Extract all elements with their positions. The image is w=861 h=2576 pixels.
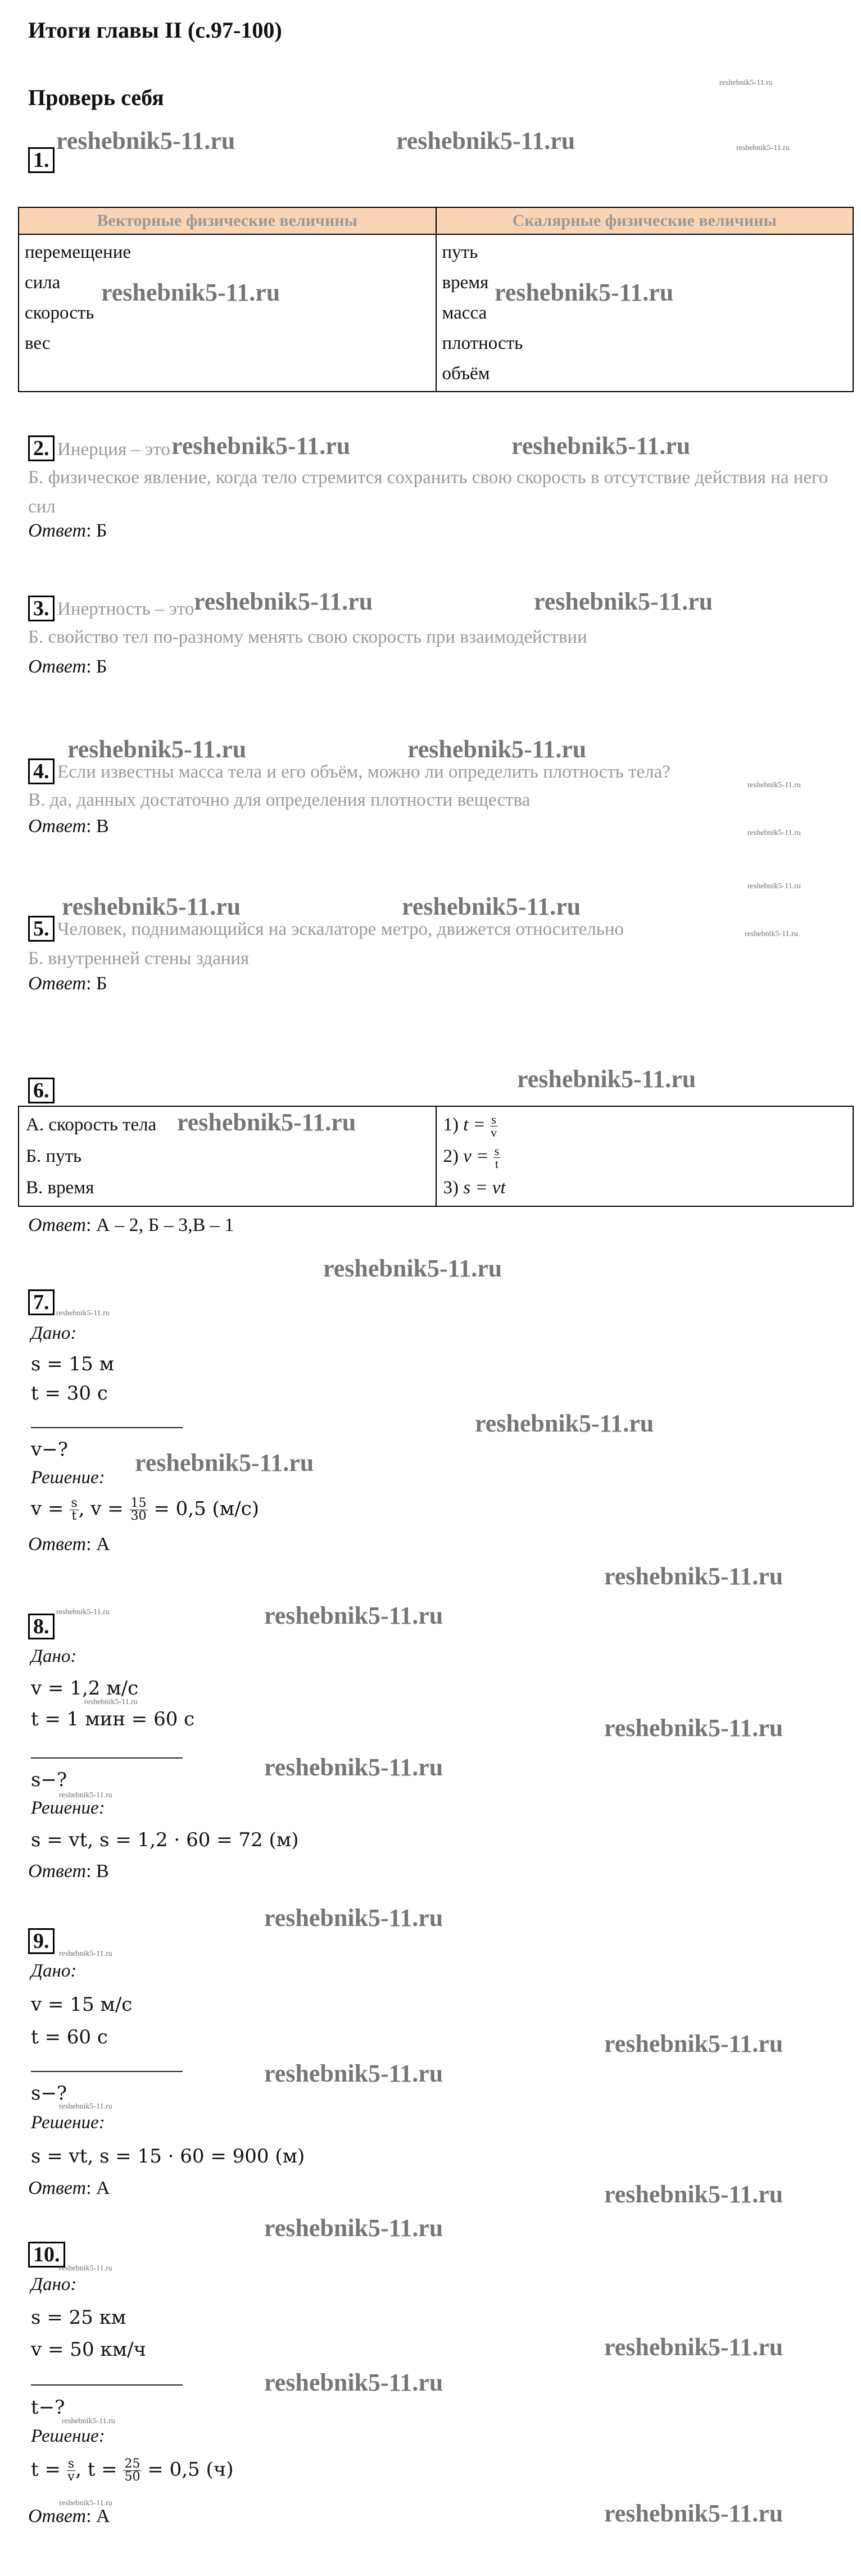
watermark: reshebnik5-11.ru [264, 1753, 443, 1781]
watermark: reshebnik5-11.ru [407, 735, 587, 763]
q2-question: Инерция – это [57, 439, 170, 460]
q4-option: В. да, данных достаточно для определения плотности вещества [28, 790, 531, 810]
q6-formula-1: 1) t = $\frac{s}{v}$ [443, 1112, 497, 1139]
watermark: reshebnik5-11.ru [495, 279, 674, 306]
section-title: Проверь себя [28, 85, 164, 110]
q1-scalar-item: объём [442, 364, 490, 384]
q2-option: Б. физическое явление, когда тело стремится сохранить свою скорость в отсутствие действия на него [28, 467, 828, 488]
question-number-1: 1. [28, 147, 55, 173]
watermark: reshebnik5-11.ru [396, 127, 575, 155]
watermark-small: reshebnik5-11.ru [62, 2417, 115, 2425]
watermark: reshebnik5-11.ru [56, 127, 235, 155]
q9-given-1: v = 15 м/с [31, 1993, 133, 2016]
watermark-small: reshebnik5-11.ru [745, 930, 798, 938]
q9-solution-label: Решение: [31, 2112, 105, 2133]
watermark: reshebnik5-11.ru [264, 1602, 443, 1629]
watermark-small: reshebnik5-11.ru [747, 781, 801, 789]
q10-divider [31, 2384, 183, 2386]
question-number-5: 5. [28, 916, 55, 942]
question-number-9: 9. [28, 1928, 55, 1954]
q8-given-2: t = 1 мин = 60 с [31, 1708, 195, 1730]
q5-answer: Ответ: Б [28, 973, 107, 994]
q10-solution: t = $\frac{s}{v}$ , t = $\frac{25}{50}$ = 0,5 (ч) [31, 2457, 234, 2484]
q6-left-item: Б. путь [26, 1146, 82, 1166]
q3-answer: Ответ: Б [28, 656, 107, 677]
watermark-small: reshebnik5-11.ru [56, 1608, 110, 1616]
q8-answer: Ответ: В [28, 1861, 109, 1882]
q7-given-2: t = 30 с [31, 1382, 108, 1405]
q7-answer: Ответ: А [28, 1534, 110, 1555]
q8-solution-label: Решение: [31, 1798, 105, 1818]
watermark-small: reshebnik5-11.ru [747, 882, 801, 891]
watermark: reshebnik5-11.ru [264, 2214, 443, 2242]
q2-option-cont: сил [28, 497, 56, 517]
q5-question: Человек, поднимающийся на эскалаторе метро, движется относительно [57, 919, 624, 939]
watermark: reshebnik5-11.ru [101, 279, 280, 306]
q10-find: t−? [31, 2396, 65, 2419]
watermark: reshebnik5-11.ru [264, 2060, 443, 2087]
watermark-small: reshebnik5-11.ru [59, 1950, 112, 1958]
watermark-small: reshebnik5-11.ru [56, 1309, 110, 1317]
q8-solution: s = vt, s = 1,2 · 60 = 72 (м) [31, 1829, 299, 1851]
watermark: reshebnik5-11.ru [604, 2030, 783, 2057]
q8-given-label: Дано: [31, 1646, 77, 1666]
watermark: reshebnik5-11.ru [323, 1255, 502, 1282]
q6-answer: Ответ: А – 2, Б – 3,В – 1 [28, 1215, 234, 1235]
q7-given-1: s = 15 м [31, 1353, 115, 1375]
watermark: reshebnik5-11.ru [177, 1108, 356, 1136]
question-number-6: 6. [28, 1078, 55, 1103]
q6-left-item: А. скорость тела [26, 1115, 157, 1135]
watermark-small: reshebnik5-11.ru [59, 2102, 112, 2111]
watermark: reshebnik5-11.ru [402, 893, 581, 920]
q4-question: Если известны масса тела и его объём, можно ли определить плотность тела? [57, 762, 670, 782]
q9-divider [31, 2071, 183, 2072]
q6-left-item: В. время [26, 1178, 94, 1198]
q5-option: Б. внутренней стены здания [28, 948, 250, 969]
watermark: reshebnik5-11.ru [511, 432, 691, 460]
question-number-7: 7. [28, 1289, 55, 1315]
q2-answer: Ответ: Б [28, 520, 107, 541]
q1-header-scalar: Скалярные физические величины [436, 207, 854, 234]
q3-question: Инертность – это [57, 599, 194, 619]
q1-vector-item: сила [25, 272, 61, 293]
question-number-4: 4. [28, 758, 55, 784]
q3-option: Б. свойство тел по-разному менять свою скорость при взаимодействии [28, 627, 587, 647]
watermark-small: reshebnik5-11.ru [59, 1791, 112, 1800]
q1-header-vector: Векторные физические величины [19, 207, 436, 234]
q9-find: s−? [31, 2082, 67, 2105]
q9-given-label: Дано: [31, 1961, 77, 1981]
q4-answer: Ответ: В [28, 816, 109, 837]
q6-right-cell [436, 1106, 854, 1206]
q1-vector-item: перемещение [25, 242, 132, 262]
watermark: reshebnik5-11.ru [194, 588, 373, 615]
watermark: reshebnik5-11.ru [604, 2333, 783, 2361]
q6-table [18, 1106, 854, 1207]
watermark-small: reshebnik5-11.ru [719, 79, 773, 87]
q8-divider [31, 1757, 183, 1759]
q7-given-label: Дано: [31, 1323, 77, 1343]
q6-formula-2: 2) v = $\frac{s}{t}$ [443, 1143, 500, 1171]
q7-divider [31, 1427, 183, 1428]
q1-scalar-item: плотность [442, 333, 523, 353]
watermark-small: reshebnik5-11.ru [59, 2264, 112, 2273]
q6-formula-3: 3) s = vt [443, 1178, 506, 1198]
q10-given-label: Дано: [31, 2274, 77, 2295]
q9-given-2: t = 60 с [31, 2026, 108, 2048]
watermark-small: reshebnik5-11.ru [59, 2499, 112, 2507]
q1-scalar-item: масса [442, 303, 487, 323]
q10-answer: Ответ: А [28, 2506, 110, 2527]
watermark: reshebnik5-11.ru [135, 1449, 314, 1476]
question-number-3: 3. [28, 596, 55, 621]
watermark-small: reshebnik5-11.ru [84, 1698, 138, 1706]
watermark: reshebnik5-11.ru [264, 1904, 443, 1932]
q1-vector-item: вес [25, 333, 51, 353]
page-title: Итоги главы II (с.97-100) [28, 17, 282, 43]
q7-solution: v = $\frac{s}{t}$ , v = $\frac{15}{30}$ = 0,5 (м/с) [31, 1496, 260, 1523]
q1-vector-item: скорость [25, 303, 94, 323]
q9-answer: Ответ: А [28, 2178, 110, 2198]
watermark: reshebnik5-11.ru [475, 1410, 654, 1437]
watermark: reshebnik5-11.ru [604, 2180, 783, 2208]
question-number-10: 10. [28, 2242, 65, 2268]
q7-solution-label: Решение: [31, 1468, 105, 1488]
watermark: reshebnik5-11.ru [604, 1562, 783, 1590]
watermark: reshebnik5-11.ru [604, 1714, 783, 1742]
q8-find: s−? [31, 1769, 67, 1791]
watermark-small: reshebnik5-11.ru [736, 144, 790, 152]
q1-scalar-item: путь [442, 242, 478, 262]
question-number-8: 8. [28, 1614, 55, 1639]
watermark: reshebnik5-11.ru [534, 588, 713, 615]
q1-scalar-cell [436, 234, 854, 392]
q7-find: v−? [31, 1438, 68, 1461]
question-number-2: 2. [28, 435, 55, 461]
q10-given-1: s = 25 км [31, 2306, 126, 2329]
watermark: reshebnik5-11.ru [517, 1065, 696, 1093]
q8-given-1: v = 1,2 м/с [31, 1677, 139, 1700]
watermark: reshebnik5-11.ru [171, 432, 351, 460]
watermark: reshebnik5-11.ru [62, 893, 241, 920]
watermark-small: reshebnik5-11.ru [747, 829, 801, 837]
q9-solution: s = vt, s = 15 · 60 = 900 (м) [31, 2145, 305, 2168]
q1-scalar-item: время [442, 272, 489, 293]
q1-vector-cell [19, 234, 436, 392]
watermark: reshebnik5-11.ru [604, 2500, 783, 2527]
q10-solution-label: Решение: [31, 2426, 105, 2446]
watermark: reshebnik5-11.ru [264, 2369, 443, 2396]
watermark: reshebnik5-11.ru [67, 735, 247, 763]
q10-given-2: v = 50 км/ч [31, 2338, 147, 2361]
